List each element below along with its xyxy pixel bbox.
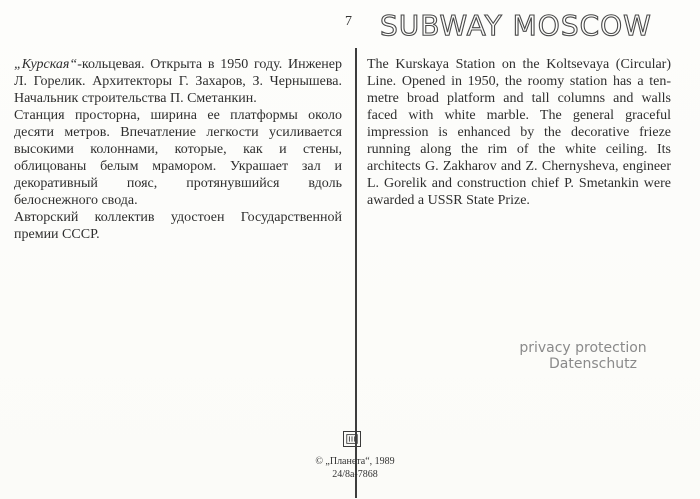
russian-description [14,56,342,243]
print-code: 24/8a-7868 [332,469,378,480]
copyright-line: © „Планета“, 1989 [315,456,395,467]
publisher-logo-icon [343,431,361,447]
publisher-imprint [300,455,410,481]
handwritten-caption [378,4,688,44]
russian-paragraph-1 [14,56,342,107]
page-number: 7 [345,14,352,29]
english-paragraph: The Kurskaya Station on the Koltsevaya (Circular) Line. Opened in 1950, the roomy station has a ten-metre broad platform and tall columns and walls faced with white marble. The general graceful impression is enhanced by the decorative frieze running along the rim of the white ceiling. Its architects G. Zakharov and Z. Chernysheva, engineer L. Gorelik and construction chief P. Smetankin were awarded a USSR State Prize. [367,57,671,208]
datenschutz-text: Datenschutz [549,356,637,372]
russian-paragraph-1-text: -кольцевая. Открыта в 1950 году. Инженер Л. Горелик. Архитекторы Г. Захаров, З. Чернышева. Начальник строительства П. Сметанкин. [14,57,342,106]
handwritten-caption-text: SUBWAY MOSCOW [380,9,652,42]
russian-paragraph-3: Авторский коллектив удостоен Государственной премии СССР. [14,210,342,242]
privacy-protection-text: privacy protection [519,340,647,356]
privacy-protection-stamp [498,340,668,372]
russian-paragraph-2: Станция просторна, ширина ее платформы около десяти метров. Впечатление легкости усиливается высокими колоннами, которые, как и стены, облицованы белым мрамором. Украшает зал и декоративный пояс, протянувшийся вдоль белоснежного свода. [14,108,342,208]
station-name-russian: „Курская“ [14,57,78,72]
english-description [367,56,671,209]
